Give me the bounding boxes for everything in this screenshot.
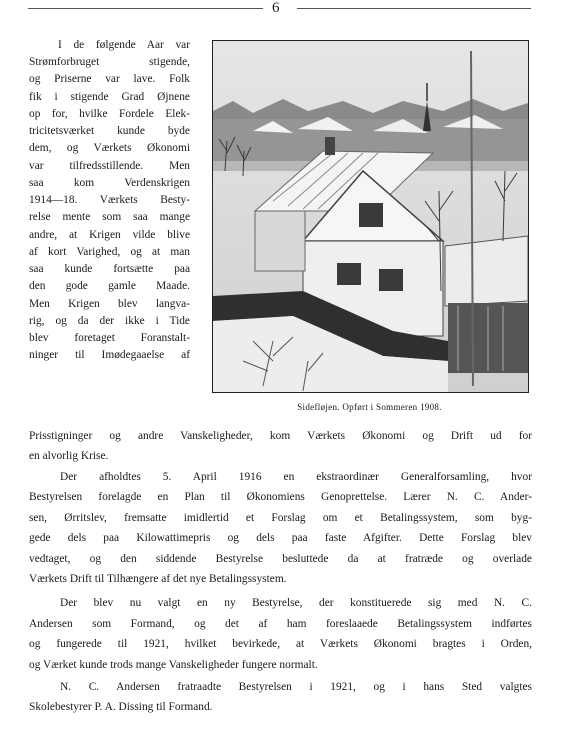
column-line: saa kom Verdenskrigen xyxy=(29,177,190,189)
column-line: var tilfredsstillende. Men xyxy=(29,160,190,172)
body-line: Andersen som Formand, og det af ham foreslaaede Betalingssystem indførtes xyxy=(29,618,532,630)
body-line: N. C. Andersen fratraadte Bestyrelsen i 1921, og i hans Sted valgtes xyxy=(60,681,532,693)
page-number: 6 xyxy=(272,0,280,16)
body-line: Der afholdtes 5. April 1916 en ekstraordinær Generalforsamling, hvor xyxy=(60,471,532,483)
column-line: den gode gamle Maade. xyxy=(29,280,190,292)
body-line: Bestyrelsen forelagde en Plan til Økonomiens Genoprettelse. Lærer N. C. Ander- xyxy=(29,491,532,503)
body-line: Der blev nu valgt en ny Bestyrelse, der konstituerede sig med N. C. xyxy=(60,597,532,609)
photo-caption: Sidefløjen. Opført i Sommeren 1908. xyxy=(297,402,442,412)
column-line: relse mente som saa mange xyxy=(29,211,190,223)
body-line: en alvorlig Krise. xyxy=(29,450,109,462)
column-line: saa kunde fortsætte paa xyxy=(29,263,190,275)
body-line: sen, Ørritslev, fremsatte imidlertid et Forslag om et Betalingssystem, som byg- xyxy=(29,512,532,524)
column-line: I de følgende Aar var xyxy=(58,39,190,51)
column-line: blev foretaget Foranstalt- xyxy=(29,332,190,344)
column-line: rig, og da der ikke i Tide xyxy=(29,315,190,327)
body-line: og Værket kunde trods mange Vanskeligheder fungere normalt. xyxy=(29,659,318,671)
column-line: tricitetsværket kunde byde xyxy=(29,125,190,137)
body-line: vedtaget, og den siddende Bestyrelse besluttede da at fratræde og overlade xyxy=(29,553,532,565)
column-line: Men Krigen blev langva- xyxy=(29,298,190,310)
body-line: Værkets Drift til Tilhængere af det nye Betalingssystem. xyxy=(29,573,287,585)
column-line: op for, hvilke Fordele Elek- xyxy=(29,108,190,120)
building-photo xyxy=(212,40,529,393)
body-line: Skolebestyrer P. A. Dissing til Formand. xyxy=(29,701,213,713)
column-line: andre, at Krigen vilde blive xyxy=(29,229,190,241)
column-line: og Priserne var lave. Folk xyxy=(29,73,190,85)
body-line: Prisstigninger og andre Vanskeligheder, kom Værkets Økonomi og Drift ud for xyxy=(29,430,532,442)
body-line: gede dels paa Kilowattimepris og dels paa faste Afgifter. Dette Forslag blev xyxy=(29,532,532,544)
body-line: og fungerede til 1921, hvilket bevirkede, at Værkets Økonomi bragtes i Orden, xyxy=(29,638,532,650)
column-line: 1914—18. Værkets Besty- xyxy=(29,194,190,206)
column-line: ninger til Imødegaaelse af xyxy=(29,349,190,361)
column-line: Strømforbruget stigende, xyxy=(29,56,190,68)
header-rule-right xyxy=(297,8,531,9)
header-rule-left xyxy=(28,8,263,9)
column-line: af kort Varighed, og at man xyxy=(29,246,190,258)
column-line: fik i stigende Grad Øjnene xyxy=(29,91,190,103)
column-line: dem, og Værkets Økonomi xyxy=(29,142,190,154)
